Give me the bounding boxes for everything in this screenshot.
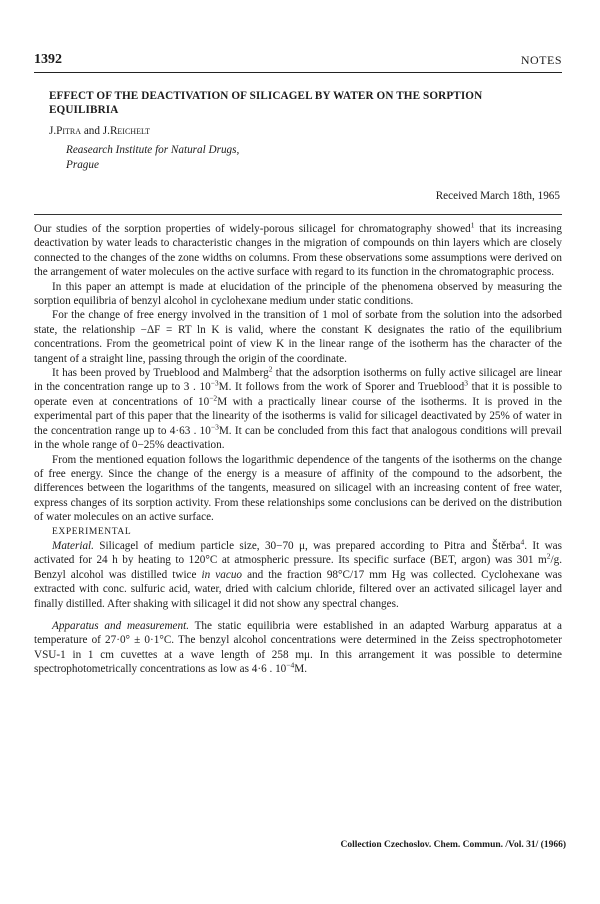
text-run: . It was activated for 24 h by heating to 120°C at atmospheric pressure. Its specific surface (BET, argon) was 301 m xyxy=(34,539,562,567)
exponent: −3 xyxy=(210,421,219,431)
text-run: that its increasing deactivation by water leads to characteristic changes in the migration of compounds on thin layers which are closely connected to the changes of the zone widths on columns. From these observations some assumptions were derived on the arrangement of water molecules on the active surface with regard to its function in the chromatographic process. xyxy=(34,223,562,279)
text-run: that the adsorption isotherms on fully active silicagel are linear in the concentration range up to 3 . 10 xyxy=(34,367,562,394)
affiliation xyxy=(66,143,239,173)
paragraph-1 xyxy=(34,222,562,280)
text-run: M. It can be concluded from this fact that analogous conditions will prevail in the whole range of 0−25% deactivation. xyxy=(34,424,562,452)
journal-footer: Collection Czechoslov. Chem. Commun. /Vol. 31/ (1966) xyxy=(340,840,566,850)
divider xyxy=(34,214,562,215)
author-2: J.Reichelt xyxy=(102,125,150,137)
author-line xyxy=(49,125,150,137)
run-in-heading: Material. xyxy=(52,539,94,552)
text-run: M. xyxy=(294,663,308,676)
article-title: EFFECT OF THE DEACTIVATION OF SILICAGEL BY WATER ON THE SORPTION EQUILIBRIA xyxy=(49,90,483,116)
text-run: /g. Benzyl alcohol was distilled twice xyxy=(34,554,562,581)
paragraph-apparatus xyxy=(34,619,562,677)
author-conjunction: and xyxy=(81,125,103,137)
text-run: Our studies of the sorption properties of widely-porous silicagel for chromatography showed xyxy=(34,223,471,235)
paragraph-3: For the change of free energy involved in the transition of 1 mol of sorbate from the solution into the adsorbed state, the relationship −ΔF = RT ln K is valid, where the constant K designates the ratio of the equilibrium concentrations. From the geometrical point of view K in the linear range of the isotherm has the character of the tangent of a straight line, passing through the origin of the coordinate. xyxy=(34,309,562,365)
paragraph-5: From the mentioned equation follows the logarithmic dependence of the tangents of the isotherms on the change of free energy. Since the change of the energy is a measure of affinity of the compound to the adsorbent, the differences between the logarithms of the tangents, measured on silicagel with an increasing content of free water, express changes of its sorption activity. From these relationships some conclusions can be derived on the distribution of water molecules on an active surface. xyxy=(34,453,562,524)
italic-term: in vacuo xyxy=(201,568,243,581)
reference-mark: 3 xyxy=(464,378,468,388)
reference-mark: 1 xyxy=(470,220,475,230)
text-run: that it is possible to operate even at concentrations of 10 xyxy=(34,381,563,408)
article-body xyxy=(34,222,562,677)
affiliation-city: Prague xyxy=(66,159,99,171)
reference-mark: 2 xyxy=(268,364,273,374)
section-label: NOTES xyxy=(520,53,562,67)
text-run: M with a practically linear course of the isotherms. It is proved in the experimental part of this paper that the linearity of the isotherms is valid for silicagel deactivated by 25% of water in the concentration range up to 4·63 . 10 xyxy=(34,395,562,437)
received-date: Received March 18th, 1965 xyxy=(435,190,560,202)
text-run: Silicagel of medium particle size, 30−70 μ, was prepared according to Pitra and Štěrba xyxy=(93,539,521,552)
paragraph-2: In this paper an attempt is made at elucidation of the principle of the phenomena observed by measuring the sorption equilibria of benzyl alcohol in cyclohexane medium under static conditions. xyxy=(34,280,562,308)
running-header xyxy=(34,52,562,73)
exponent: −3 xyxy=(210,378,219,388)
exponent: −4 xyxy=(286,660,295,670)
text-run: The static equilibria were established in an adapted Warburg apparatus at a temperature of 27·0° ± 0·1°C. The benzyl alcohol concentrations were determined in the Zeiss spectrophotometer VSU-1 in 1 cm cuvettes at a wave length of 258 mμ. In this arrangement it was possible to determine spectrophotometrically concentrations as low as 4·6 . 10 xyxy=(34,619,562,676)
paragraph-material xyxy=(34,539,562,611)
reference-mark: 4 xyxy=(520,537,525,547)
text-run: and the fraction 98°C/17 mm Hg was collected. Cyclohexane was extracted with conc. sulfuric acid, water, dried with calcium chloride, filtered over an activated silicagel layer and finally distilled. After shaking with silicagel it did not show any spectral changes. xyxy=(34,568,562,610)
page-number: 1392 xyxy=(34,52,62,67)
paragraph-4 xyxy=(34,366,562,452)
author-1: J.Pitra xyxy=(49,125,82,137)
exponent: 2 xyxy=(546,551,551,561)
text-run: It has been proved by Trueblood and Malmberg xyxy=(52,367,269,380)
section-heading: EXPERIMENTAL xyxy=(52,526,132,537)
run-in-heading: Apparatus and measurement. xyxy=(52,619,190,632)
exponent: −2 xyxy=(209,393,218,403)
text-run: M. It follows from the work of Sporer and Trueblood xyxy=(218,381,465,394)
affiliation-institute: Reasearch Institute for Natural Drugs, xyxy=(66,144,240,156)
